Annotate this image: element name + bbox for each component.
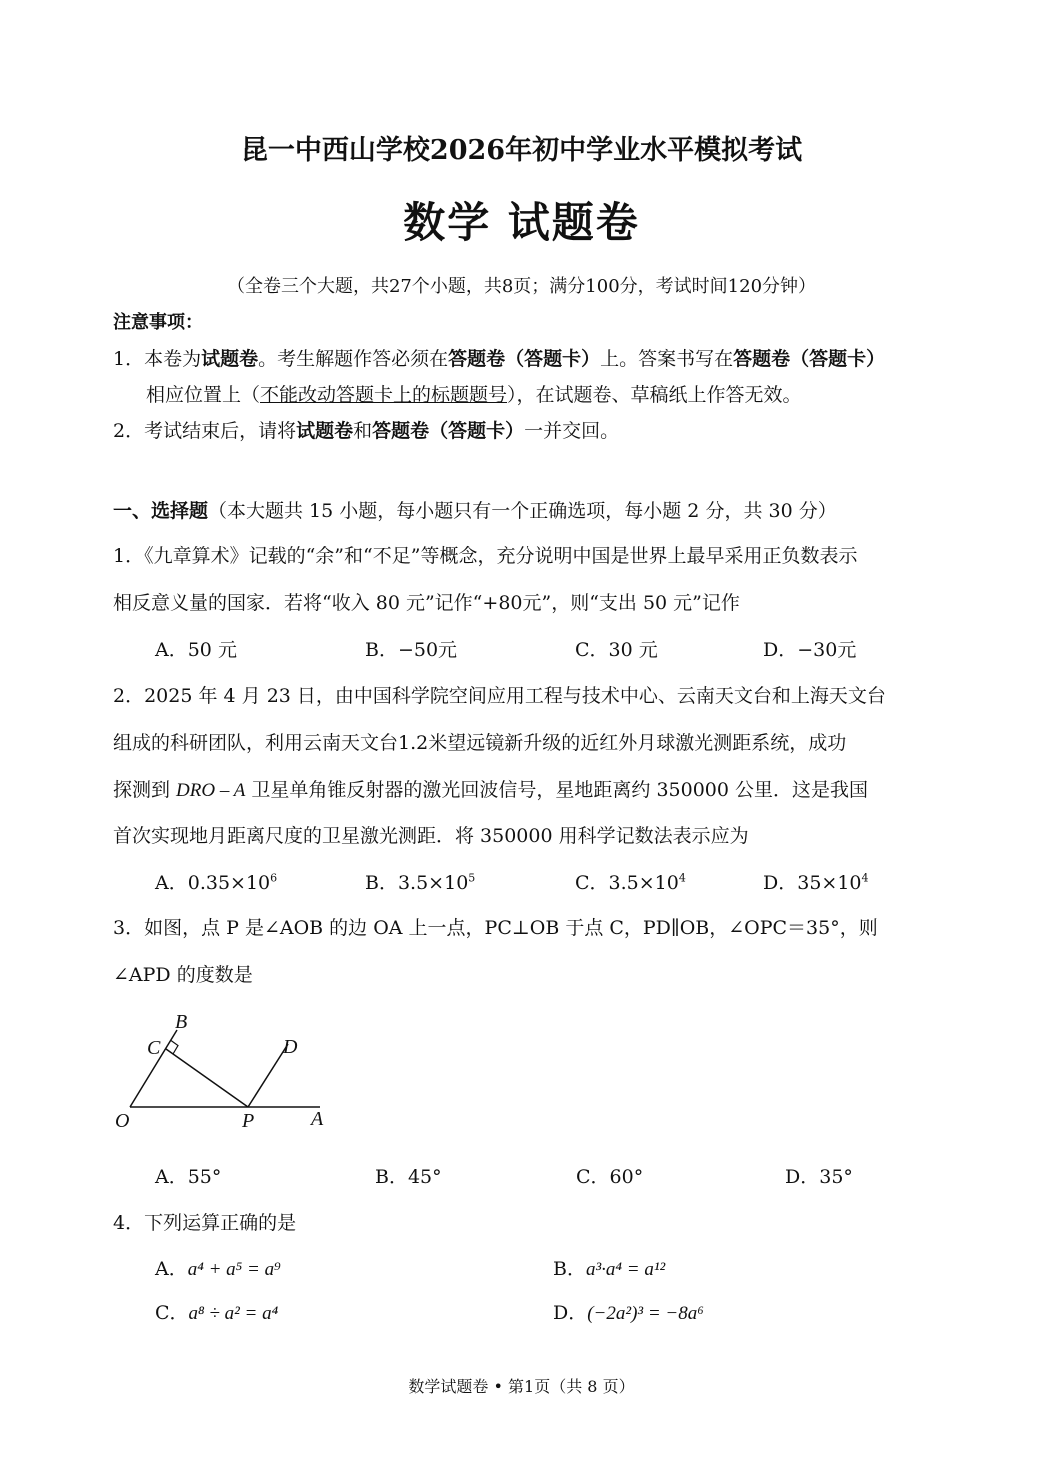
notice-text: 。考生解题作答必须在 [258,348,449,370]
option-label: B． [553,1258,586,1280]
page-footer: 数学试题卷 • 第1页（共 8 页） [408,1377,635,1396]
notice-bold-text: 试题卷 [296,420,354,442]
option-label: B． [365,872,398,894]
q1-option-c: C．30 元 [575,639,658,661]
q2-option-c [575,868,686,895]
q1-line-2: 相反意义量的国家．若将“收入 80 元”记作“+80元”，则“支出 50 元”记作 [113,592,740,614]
q4-stem: 4．下列运算正确的是 [113,1212,297,1234]
q2-text: 探测到 [113,779,177,801]
option-exponent: 5 [468,871,476,885]
notice-bold-text: 答题卷（答题卡） [448,348,601,370]
option-expression: (−2a²)³ = −8a⁶ [587,1303,704,1324]
notice-bold-text: 试题卷 [201,348,259,370]
option-exponent: 6 [270,871,278,885]
option-label: C． [155,1302,189,1324]
notice-item-number: 1． [113,348,145,370]
notice-text: 考试结束后，请将 [144,420,297,442]
q4-option-a [155,1254,281,1281]
notice-text: 上。答案书写在 [600,348,734,370]
option-value: 35×10 [797,872,862,894]
option-value: 3.5×10 [608,872,679,894]
q1-option-b: B．−50元 [365,639,458,661]
label-c: C [147,1037,161,1059]
q2-option-a [155,868,277,895]
option-exponent: 4 [861,871,869,885]
q4-option-c [155,1298,278,1325]
q4-option-b [553,1254,665,1281]
section-description: （本大题共 15 小题，每小题只有一个正确选项，每小题 2 分，共 30 分） [208,500,837,522]
option-value: 0.35×10 [187,872,271,894]
notice-text: 相应位置上（ [146,384,261,406]
notice-item-2 [113,416,619,443]
segment-pd [248,1044,288,1107]
q1-option-d: D．−30元 [763,639,857,661]
subject-title: 数学 试题卷 [403,198,640,247]
notice-bold-text: 答题卷（答题卡） [372,420,525,442]
section-label: 一、选择题 [113,500,209,522]
q2-line-3 [113,775,868,802]
q3-line-1: 3．如图，点 P 是∠AOB 的边 OA 上一点，PC⊥OB 于点 C，PD∥OB，∠OPC＝35°，则 [113,917,878,939]
q2-line-1: 2．2025 年 4 月 23 日，由中国科学院空间应用工程与技术中心、云南天文台和上海天文台 [113,685,886,707]
q3-option-d: D．35° [785,1166,853,1188]
option-expression: a³·a⁴ = a¹² [585,1259,666,1280]
q2-option-d [763,868,869,895]
notice-item-number: 2． [113,420,145,442]
notice-text: 和 [353,420,373,442]
label-a: A [311,1108,324,1130]
segment-pc [166,1049,248,1107]
notice-heading: 注意事项： [113,312,203,333]
q2-line-4: 首次实现地月距离尺度的卫星激光测距．将 350000 用科学记数法表示应为 [113,825,749,847]
notice-item-1-line-1 [113,344,885,371]
q3-option-b: B．45° [375,1166,442,1188]
notice-item-1-line-2 [146,380,802,407]
q2-text: 卫星单角锥反射器的激光回波信号，星地距离约 350000 公里．这是我国 [245,779,869,801]
right-angle-mark [171,1041,178,1055]
option-expression: a⁴ + a⁵ = a⁹ [187,1259,281,1280]
q3-line-2: ∠APD 的度数是 [113,964,253,986]
q3-option-c: C．60° [576,1166,644,1188]
q3-option-a: A．55° [155,1166,222,1188]
option-label: C． [575,872,609,894]
option-label: A． [155,872,188,894]
section-1-heading [113,496,837,523]
option-label: A． [155,1258,188,1280]
label-o: O [115,1110,130,1132]
q3-geometry-figure [110,1008,340,1133]
q1-option-a: A．50 元 [155,639,237,661]
label-d: D [283,1036,298,1058]
notice-underlined-text: 不能改动答题卡上的标题题号 [260,384,508,406]
notice-text: 本卷为 [144,348,202,370]
option-label: D． [553,1302,588,1324]
label-p: P [242,1110,255,1132]
q2-math: DRO – A [176,780,246,801]
notice-text: ），在试题卷、草稿纸上作答无效。 [507,384,802,406]
exam-info: （全卷三个大题，共27个小题，共8页；满分100分，考试时间120分钟） [226,276,817,297]
q2-line-2: 组成的科研团队，利用云南天文台1.2米望远镜新升级的近红外月球激光测距系统，成功 [113,732,847,754]
notice-text: 一并交回。 [524,420,620,442]
option-exponent: 4 [678,871,686,885]
label-b: B [175,1011,188,1033]
notice-bold-text: 答题卷（答题卡） [733,348,886,370]
option-label: D． [763,872,798,894]
q4-option-d [553,1298,704,1325]
option-value: 3.5×10 [397,872,469,894]
q1-line-1: 1．《九章算术》记载的“余”和“不足”等概念，充分说明中国是世界上最早采用正负数表示 [113,545,858,567]
q2-option-b [365,868,475,895]
exam-title: 昆一中西山学校2026年初中学业水平模拟考试 [240,135,803,166]
option-expression: a⁸ ÷ a² = a⁴ [188,1303,279,1324]
